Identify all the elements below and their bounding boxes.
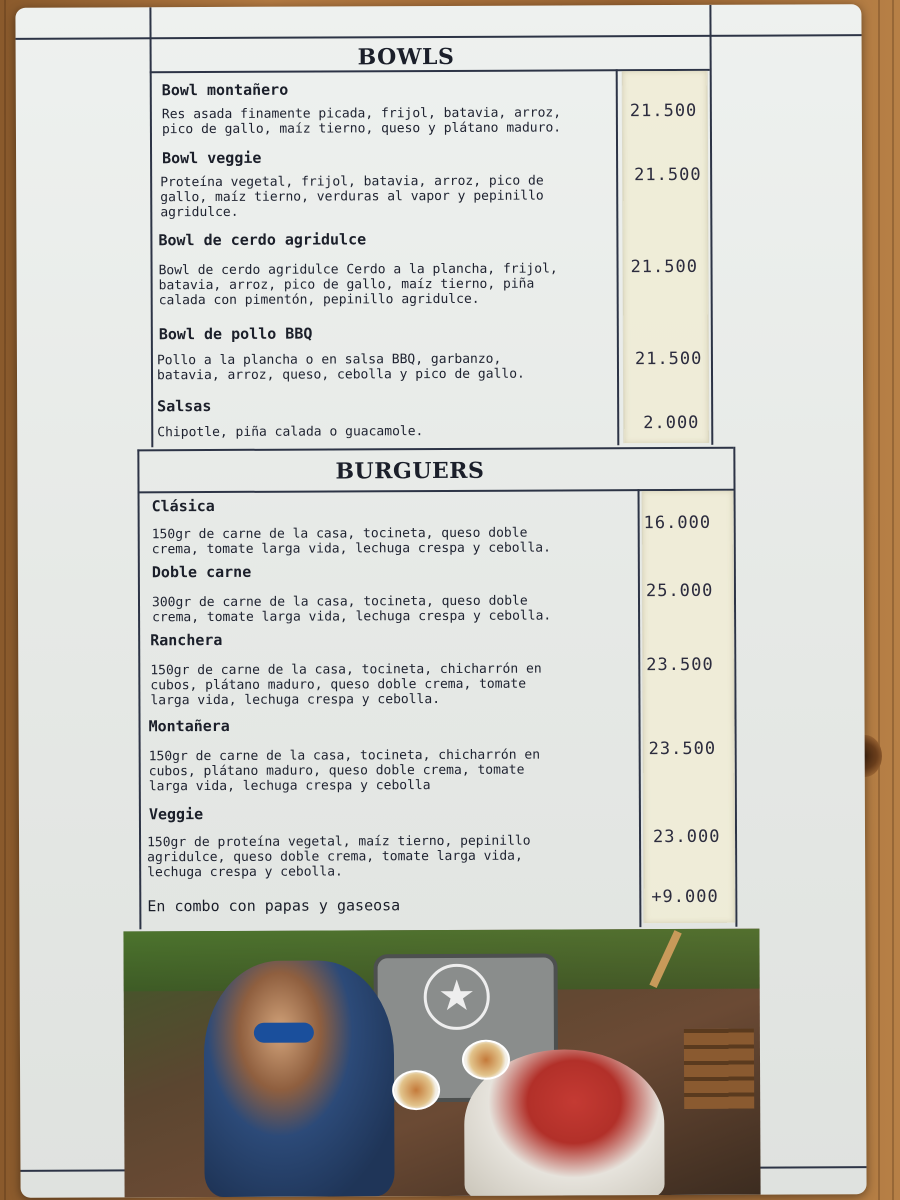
ranchera-desc: 150gr de carne de la casa, tocineta, chicharrón en cubos, plátano maduro, queso doble crema, tomate larga vida, lechuga crespa y cebolla. [150, 661, 542, 709]
bowl-montanero-price: 21.500 [629, 100, 698, 122]
bowl-cerdo-price: 21.500 [630, 256, 699, 278]
montanera-price: 23.500 [648, 738, 717, 760]
bowl-veggie-desc: Proteína vegetal, frijol, batavia, arroz, pico de gallo, maíz tierno, verduras al vapor y pepinillo agridulce. [160, 173, 544, 221]
photo-bowl-left [392, 1070, 440, 1110]
veggie-name: Veggie [148, 805, 204, 824]
photo-bowl-right [462, 1040, 510, 1080]
menu-photo [123, 929, 760, 1198]
burgers-price-tape [642, 491, 736, 923]
bowl-pollo-price: 21.500 [634, 348, 703, 370]
ranchera-price: 23.500 [646, 654, 714, 676]
salsas-price: 2.000 [643, 412, 700, 434]
bowls-bottom-line [137, 447, 733, 451]
bowl-veggie-name: Bowl veggie [162, 148, 262, 168]
burgers-left-line [137, 449, 141, 929]
bowls-title: BOWLS [357, 43, 455, 71]
bowl-cerdo-name: Bowl de cerdo agridulce [158, 230, 367, 250]
doble-carne-price: 25.000 [645, 580, 714, 602]
clasica-price: 16.000 [643, 512, 712, 534]
menu-card [15, 4, 866, 1198]
doble-carne-name: Doble carne [151, 562, 252, 582]
bowl-pollo-name: Bowl de pollo BBQ [158, 324, 313, 344]
combo-label: En combo con papas y gaseosa [147, 896, 401, 916]
bowl-veggie-price: 21.500 [634, 164, 702, 186]
bowls-price-column-line [616, 69, 619, 445]
burgers-title: BURGUERS [335, 457, 485, 485]
ranchera-name: Ranchera [150, 630, 223, 650]
left-margin-line [149, 7, 152, 447]
combo-price: +9.000 [651, 886, 719, 908]
top-border-line [16, 34, 862, 39]
right-margin-line [709, 5, 712, 445]
bowl-pollo-desc: Pollo a la plancha o en salsa BBQ, garbanzo, batavia, arroz, queso, cebolla y pico de gallo. [156, 351, 525, 384]
salsas-desc: Chipotle, piña calada o guacamole. [157, 424, 424, 441]
doble-carne-desc: 300gr de carne de la casa, tocineta, queso doble crema, tomate larga vida, lechuga crespa y cebolla. [151, 593, 552, 626]
burgers-price-column-line [638, 489, 641, 927]
bowl-montanero-name: Bowl montañero [161, 80, 289, 100]
veggie-price: 23.000 [652, 826, 721, 848]
photo-crate [684, 1029, 754, 1109]
salsas-name: Salsas [157, 397, 212, 416]
clasica-name: Clásica [151, 496, 215, 516]
star-icon: ★ [424, 964, 490, 1030]
sunglasses-icon [254, 1023, 314, 1043]
bowl-cerdo-desc: Bowl de cerdo agridulce Cerdo a la plancha, frijol, batavia, arroz, pico de gallo, maíz tierno, piña calada con pimentón, pepinillo agridulce. [158, 261, 558, 309]
photo-person-left [204, 960, 395, 1197]
veggie-desc: 150gr de proteína vegetal, maíz tierno, pepinillo agridulce, queso doble crema, tomate larga vida, lechuga crespa y cebolla. [147, 833, 531, 881]
montanera-name: Montañera [148, 716, 230, 736]
clasica-desc: 150gr de carne de la casa, tocineta, queso doble crema, tomate larga vida, lechuga crespa y cebolla. [151, 525, 551, 558]
bowl-montanero-desc: Res asada finamente picada, frijol, batavia, arroz, pico de gallo, maíz tierno, queso y plátano maduro. [161, 105, 562, 138]
montanera-desc: 150gr de carne de la casa, tocineta, chicharrón en cubos, plátano maduro, queso doble crema, tomate larga vida, lechuga crespa y cebolla [148, 747, 541, 795]
